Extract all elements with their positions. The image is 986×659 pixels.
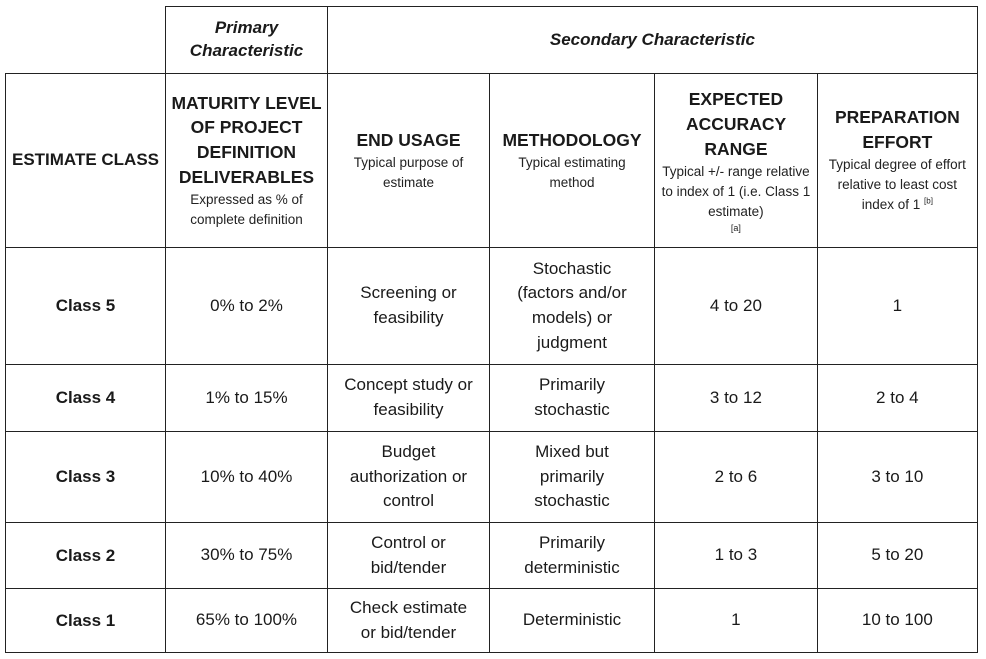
maturity-cell: 1% to 15%	[166, 365, 328, 432]
usage-text: Concept study or feasibility	[344, 375, 473, 419]
accuracy-subtitle: Typical +/- range relative to index of 1 (i.e. Class 1 estimate)	[661, 163, 811, 220]
primary-characteristic-header	[166, 7, 328, 74]
usage-text: Budget authorization or control	[349, 442, 468, 511]
method-cell	[490, 248, 655, 365]
maturity-title: MATURITY LEVEL OF PROJECT DEFINITION DELIVERABLES	[171, 92, 322, 188]
usage-text: Screening or feasibility	[360, 283, 457, 327]
usage-cell	[328, 248, 490, 365]
effort-footnote: [b]	[924, 196, 933, 206]
effort-cell: 2 to 4	[817, 365, 977, 432]
effort-cell: 3 to 10	[817, 432, 977, 523]
method-text: Mixed but primarily stochastic	[534, 442, 610, 511]
accuracy-cell: 2 to 6	[655, 432, 818, 523]
usage-cell	[328, 432, 490, 523]
method-cell	[490, 432, 655, 523]
accuracy-cell: 4 to 20	[655, 248, 818, 365]
class-cell: Class 3	[6, 432, 166, 523]
blank-corner-cell	[6, 7, 166, 74]
class-cell: Class 2	[6, 523, 166, 589]
maturity-cell: 0% to 2%	[166, 248, 328, 365]
class-cell: Class 5	[6, 248, 166, 365]
effort-subtitle-text: Typical degree of effort relative to least cost index of 1	[828, 156, 966, 213]
usage-cell	[328, 523, 490, 589]
method-text: Primarily stochastic	[534, 375, 610, 419]
accuracy-cell: 3 to 12	[655, 365, 818, 432]
end-usage-title: END USAGE	[356, 129, 461, 150]
end-usage-header	[328, 74, 490, 248]
methodology-header	[490, 74, 655, 248]
effort-subtitle	[821, 155, 974, 216]
estimate-class-table	[5, 6, 978, 653]
effort-title: PREPARATION EFFORT	[834, 107, 960, 153]
class-cell: Class 1	[6, 589, 166, 653]
methodology-title: METHODOLOGY	[502, 129, 642, 150]
method-cell	[490, 365, 655, 432]
usage-cell	[328, 589, 490, 653]
group-header-row	[6, 7, 978, 74]
table-row	[6, 365, 978, 432]
accuracy-header	[655, 74, 818, 248]
effort-cell: 1	[817, 248, 977, 365]
effort-header	[817, 74, 977, 248]
table-row	[6, 523, 978, 589]
method-text: Primarily deterministic	[524, 532, 620, 577]
table-row	[6, 432, 978, 523]
effort-cell: 10 to 100	[817, 589, 977, 653]
primary-characteristic-label: Primary Characteristic	[189, 18, 304, 60]
maturity-cell: 10% to 40%	[166, 432, 328, 523]
accuracy-footnote: [a]	[730, 222, 741, 233]
accuracy-title: EXPECTED ACCURACY RANGE	[686, 89, 787, 160]
class-cell: Class 4	[6, 365, 166, 432]
method-cell: Deterministic	[490, 589, 655, 653]
secondary-characteristic-label: Secondary Characteristic	[549, 29, 755, 49]
accuracy-cell: 1 to 3	[655, 523, 818, 589]
usage-text: Control or bid/tender	[370, 532, 447, 577]
maturity-cell: 30% to 75%	[166, 523, 328, 589]
secondary-characteristic-header	[328, 7, 978, 74]
method-cell	[490, 523, 655, 589]
table-row	[6, 248, 978, 365]
end-usage-subtitle: Typical purpose of estimate	[353, 154, 464, 190]
usage-cell	[328, 365, 490, 432]
estimate-class-header	[6, 74, 166, 248]
maturity-cell: 65% to 100%	[166, 589, 328, 653]
estimate-class-title: ESTIMATE CLASS	[11, 150, 160, 170]
effort-cell: 5 to 20	[817, 523, 977, 589]
method-text: Stochastic (factors and/or models) or judgment	[517, 258, 627, 352]
maturity-header	[166, 74, 328, 248]
methodology-subtitle: Typical estimating method	[518, 154, 626, 190]
usage-text: Check estimate or bid/tender	[349, 597, 468, 642]
accuracy-cell: 1	[655, 589, 818, 653]
maturity-subtitle: Expressed as % of complete definition	[190, 191, 303, 228]
column-header-row	[6, 74, 978, 248]
table-row	[6, 589, 978, 653]
